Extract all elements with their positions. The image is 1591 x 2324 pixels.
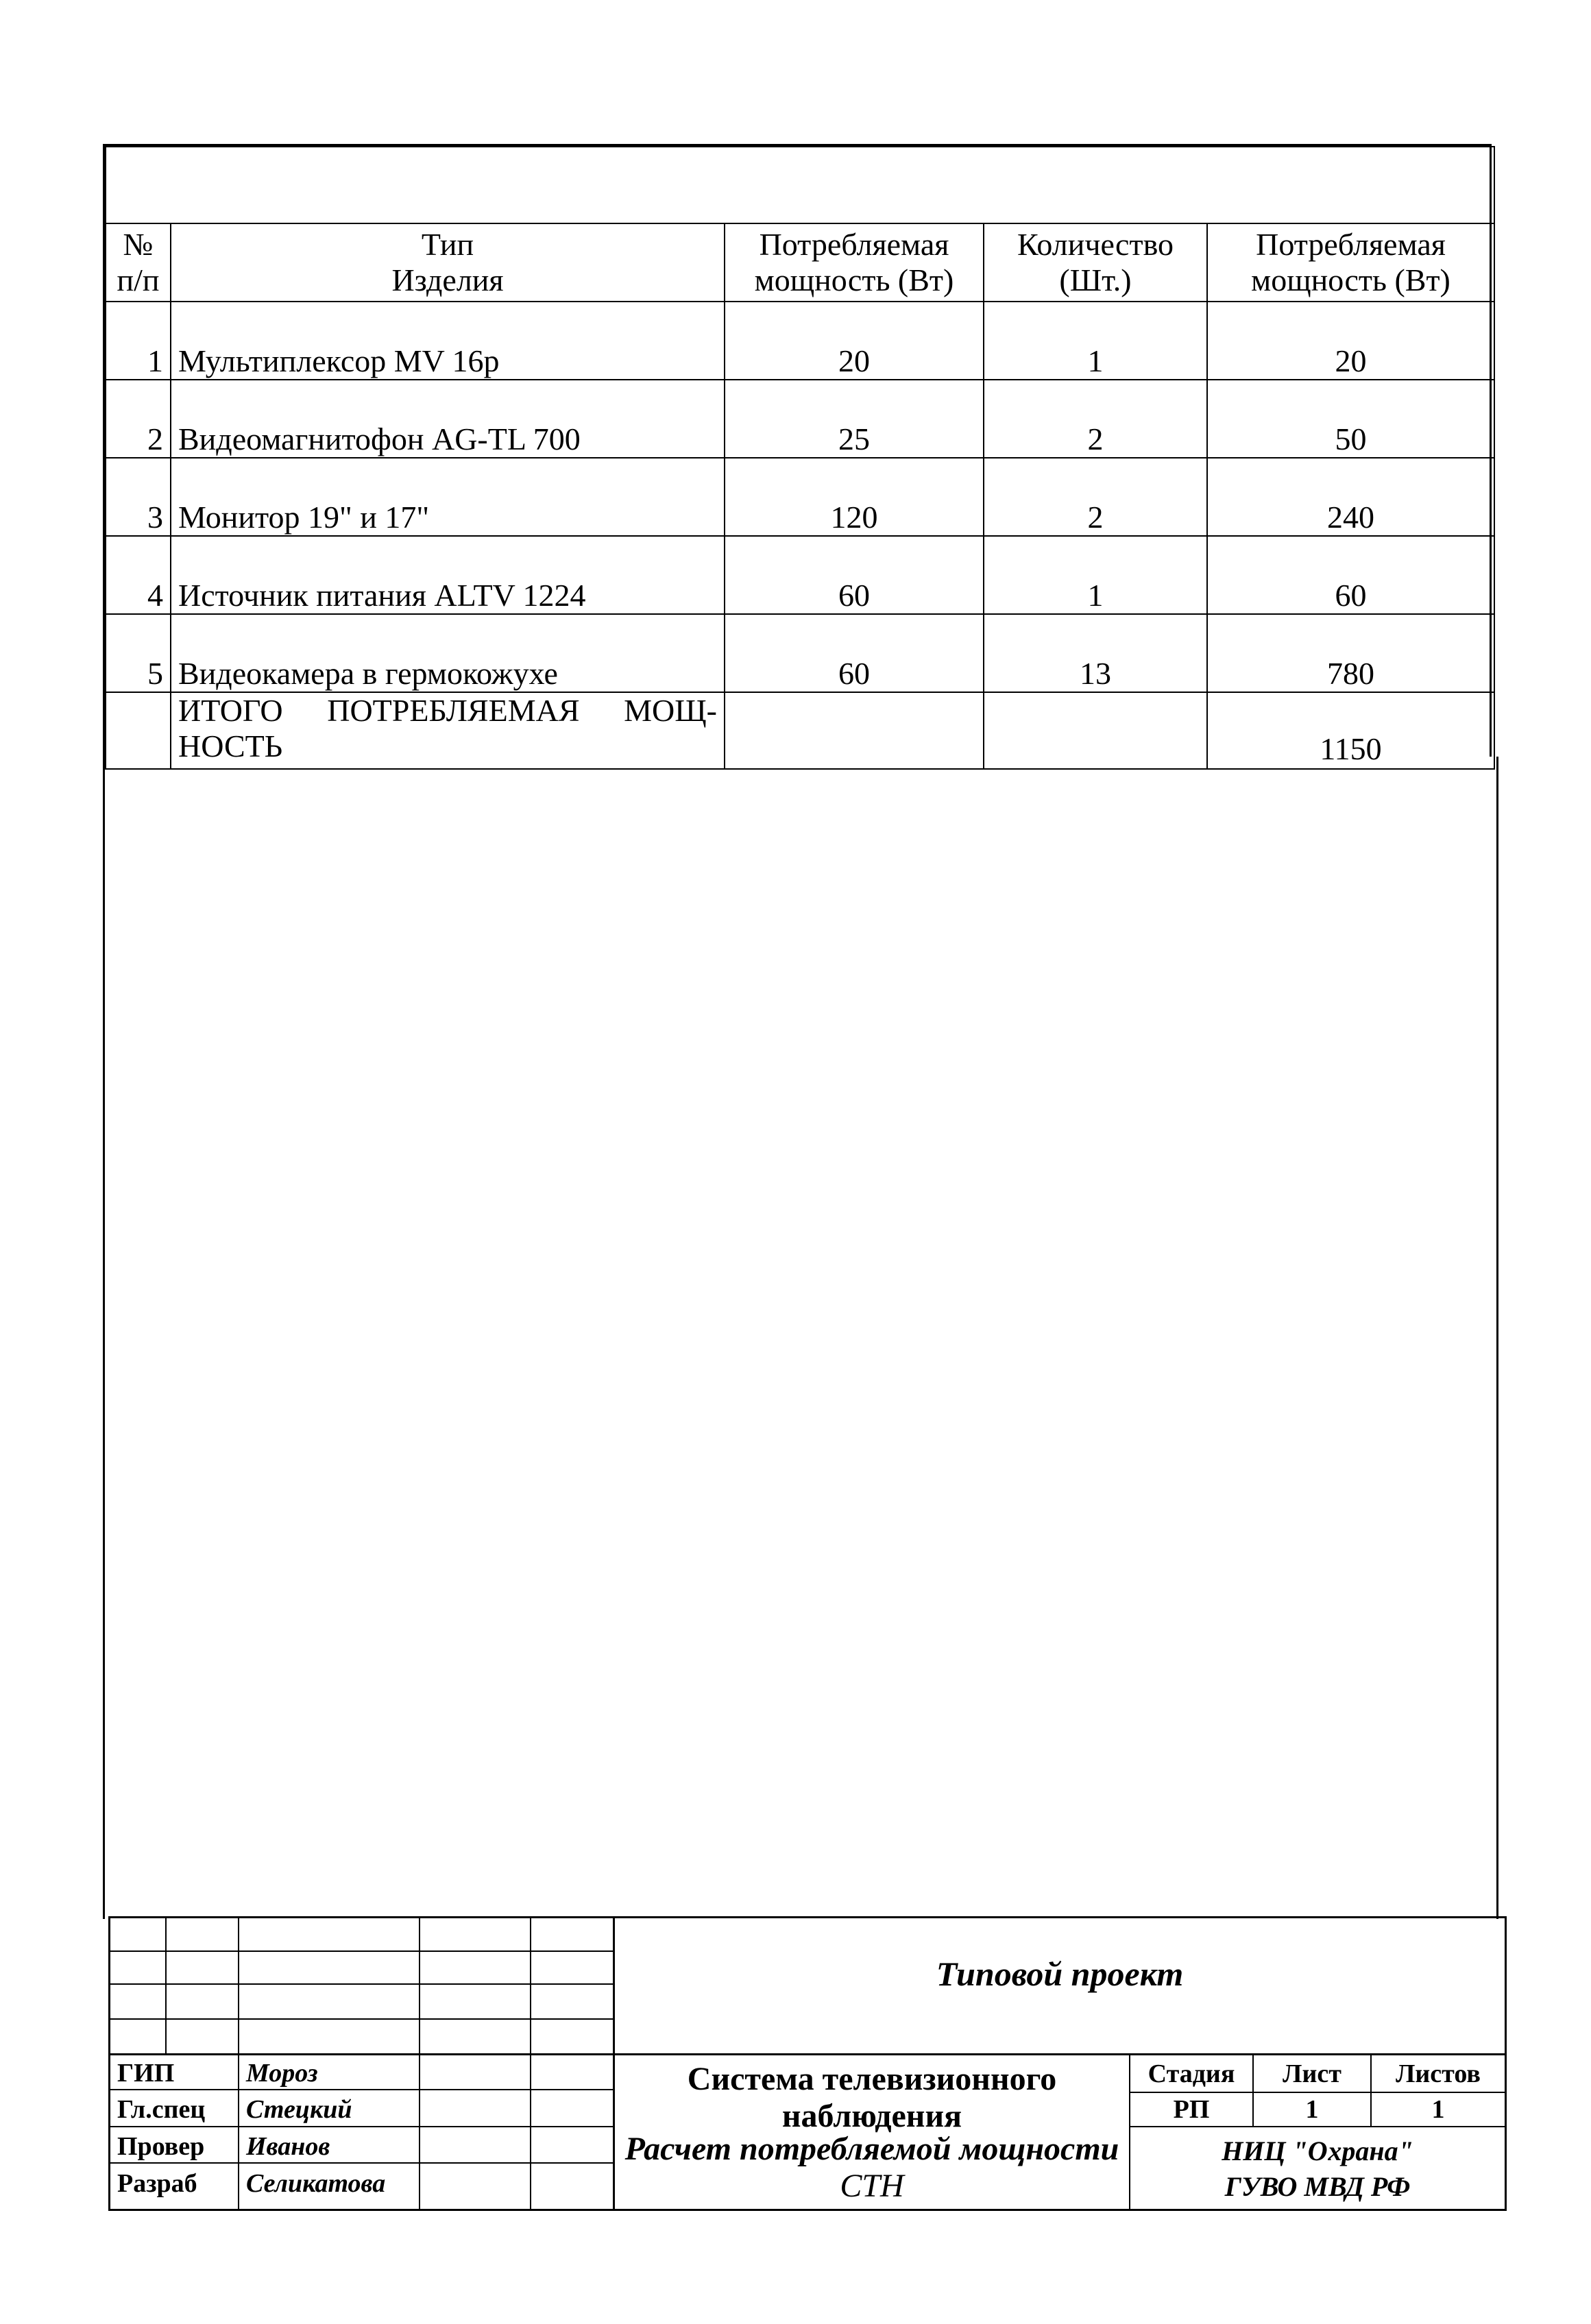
total-label: ИТОГО ПОТРЕБЛЯЕМАЯ МОЩ- НОСТЬ	[171, 692, 725, 769]
header-total-power: Потребляемая мощность (Вт)	[1207, 223, 1494, 302]
row-total: 780	[1207, 614, 1494, 692]
power-table	[103, 144, 1492, 766]
signer-name: Иванов	[246, 2132, 330, 2161]
row-number: 5	[106, 614, 171, 692]
title-block	[108, 1916, 1507, 2211]
signer-name: Стецкий	[246, 2095, 352, 2124]
row-total: 60	[1207, 536, 1494, 614]
header-quantity: Количество (Шт.)	[984, 223, 1207, 302]
table-empty-top-row	[106, 147, 1494, 223]
project-type: Типовой проект	[936, 1955, 1184, 1993]
row-name: Монитор 19" и 17"	[171, 458, 725, 536]
row-name: Источник питания ALTV 1224	[171, 536, 725, 614]
header-type: Тип Изделия	[171, 223, 725, 302]
drawing-frame	[103, 757, 1498, 1919]
row-quantity: 1	[984, 536, 1207, 614]
row-quantity: 2	[984, 458, 1207, 536]
row-total: 240	[1207, 458, 1494, 536]
row-power: 25	[725, 380, 984, 458]
sheet-label: Лист	[1283, 2059, 1341, 2088]
row-quantity: 1	[984, 302, 1207, 380]
row-power: 60	[725, 614, 984, 692]
role-label: ГИП	[117, 2059, 175, 2088]
table-row	[106, 614, 1494, 692]
row-name: Мультиплексор MV 16р	[171, 302, 725, 380]
system-name: Система телевизионного наблюдения	[687, 2061, 1057, 2134]
signer-name: Мороз	[246, 2059, 318, 2088]
power-table-grid	[105, 146, 1495, 770]
row-number: 1	[106, 302, 171, 380]
row-total: 20	[1207, 302, 1494, 380]
total-value: 1150	[1207, 692, 1494, 769]
organization: НИЦ "Охрана" ГУВО МВД РФ	[1222, 2136, 1413, 2202]
row-quantity: 2	[984, 380, 1207, 458]
row-power: 60	[725, 536, 984, 614]
stage-label: Стадия	[1147, 2059, 1235, 2088]
row-name: Видеомагнитофон AG-TL 700	[171, 380, 725, 458]
document-name: Расчет потребляемой мощности СТН	[624, 2131, 1119, 2204]
row-quantity: 13	[984, 614, 1207, 692]
sheet-value: 1	[1305, 2095, 1319, 2124]
role-label: Провер	[117, 2132, 205, 2161]
row-number: 3	[106, 458, 171, 536]
role-label: Гл.спец	[117, 2095, 206, 2124]
table-row	[106, 302, 1494, 380]
role-label: Разраб	[117, 2169, 197, 2198]
table-row	[106, 458, 1494, 536]
row-total: 50	[1207, 380, 1494, 458]
sheets-value: 1	[1431, 2095, 1445, 2124]
row-name: Видеокамера в гермокожухе	[171, 614, 725, 692]
row-power: 20	[725, 302, 984, 380]
header-number: № п/п	[106, 223, 171, 302]
sheets-label: Листов	[1396, 2059, 1481, 2088]
stage-value: РП	[1173, 2095, 1210, 2124]
signer-name: Селикатова	[246, 2169, 386, 2198]
header-power: Потребляемая мощность (Вт)	[725, 223, 984, 302]
table-header-row	[106, 223, 1494, 302]
table-row	[106, 380, 1494, 458]
table-row	[106, 536, 1494, 614]
row-number: 2	[106, 380, 171, 458]
row-number: 4	[106, 536, 171, 614]
row-power: 120	[725, 458, 984, 536]
